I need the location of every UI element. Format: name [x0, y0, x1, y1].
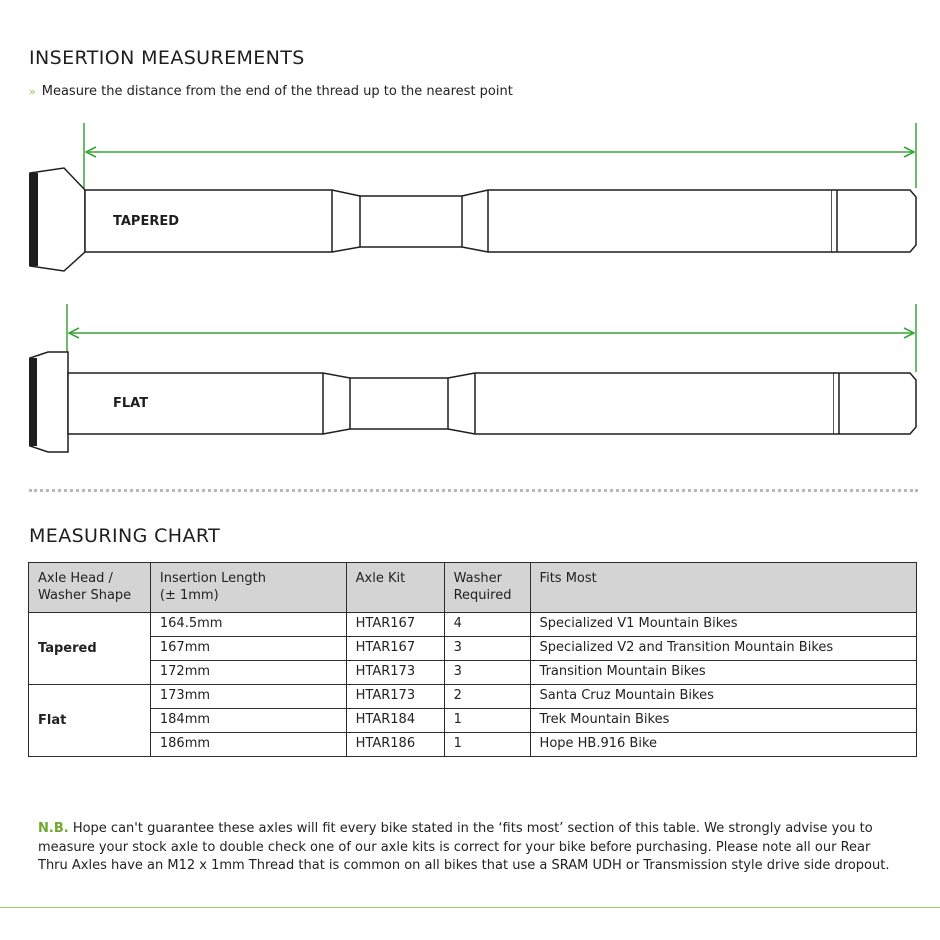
kit-cell: HTAR167 [346, 613, 444, 637]
fits-cell: Transition Mountain Bikes [530, 661, 916, 685]
table-header-row [29, 563, 917, 613]
insertion-measurements-title: INSERTION MEASUREMENTS [29, 47, 305, 69]
group-cell-flat: Flat [29, 685, 151, 757]
length-cell: 167mm [150, 637, 346, 661]
dotted-divider [29, 489, 918, 492]
washer-cell: 3 [444, 661, 530, 685]
header-washer-required: Washer Required [444, 563, 530, 613]
tapered-measurement [84, 123, 916, 188]
instruction-text: Measure the distance from the end of the thread up to the nearest point [41, 84, 513, 99]
flat-axle-thread [834, 373, 916, 434]
length-cell: 186mm [150, 733, 346, 757]
length-cell: 173mm [150, 685, 346, 709]
note-text: Hope can't guarantee these axles will fit every bike stated in the ‘fits most’ section of this table. We strongly advise you to measure your stock axle to double check one of our axle kits is correct for your bike before purchasing. Please note all our Rear Thru Axles have an M12 x 1mm Thread that is common on all bikes that use a SRAM UDH or Transmission style drive side dropout. [38, 821, 890, 873]
flat-axle [29, 352, 916, 452]
tapered-label: TAPERED [113, 214, 180, 229]
fits-cell: Specialized V2 and Transition Mountain Bikes [530, 637, 916, 661]
washer-cell: 3 [444, 637, 530, 661]
disclaimer-note [38, 820, 898, 876]
fits-cell: Santa Cruz Mountain Bikes [530, 685, 916, 709]
flat-label: FLAT [113, 396, 149, 411]
kit-cell: HTAR173 [346, 661, 444, 685]
table-row [29, 733, 917, 757]
washer-cell: 2 [444, 685, 530, 709]
double-chevron-icon: » [29, 85, 36, 98]
length-cell: 184mm [150, 709, 346, 733]
kit-cell: HTAR186 [346, 733, 444, 757]
table-row [29, 661, 917, 685]
tapered-axle-head [30, 168, 85, 271]
washer-cell: 4 [444, 613, 530, 637]
washer-cell: 1 [444, 733, 530, 757]
header-head-shape: Axle Head / Washer Shape [29, 563, 151, 613]
kit-cell: HTAR184 [346, 709, 444, 733]
flat-axle-head-face [29, 358, 37, 446]
note-label: N.B. [38, 821, 69, 836]
kit-cell: HTAR173 [346, 685, 444, 709]
table-row [29, 637, 917, 661]
length-cell: 164.5mm [150, 613, 346, 637]
flat-measurement [67, 304, 916, 372]
fits-cell: Trek Mountain Bikes [530, 709, 916, 733]
measuring-chart-title: MEASURING CHART [29, 525, 221, 547]
header-fits-most: Fits Most [530, 563, 916, 613]
washer-cell: 1 [444, 709, 530, 733]
fits-cell: Hope HB.916 Bike [530, 733, 916, 757]
tapered-axle-head-face [29, 173, 38, 266]
measuring-chart-table [28, 562, 917, 757]
header-insertion-length: Insertion Length (± 1mm) [150, 563, 346, 613]
table-row [29, 685, 917, 709]
flat-axle-shaft [68, 373, 834, 434]
tapered-axle-shaft [85, 190, 832, 252]
kit-cell: HTAR167 [346, 637, 444, 661]
fits-cell: Specialized V1 Mountain Bikes [530, 613, 916, 637]
header-axle-kit: Axle Kit [346, 563, 444, 613]
tapered-axle-thread [832, 190, 916, 252]
table-row [29, 709, 917, 733]
group-cell-tapered: Tapered [29, 613, 151, 685]
bottom-rule [0, 907, 940, 908]
length-cell: 172mm [150, 661, 346, 685]
table-row [29, 613, 917, 637]
